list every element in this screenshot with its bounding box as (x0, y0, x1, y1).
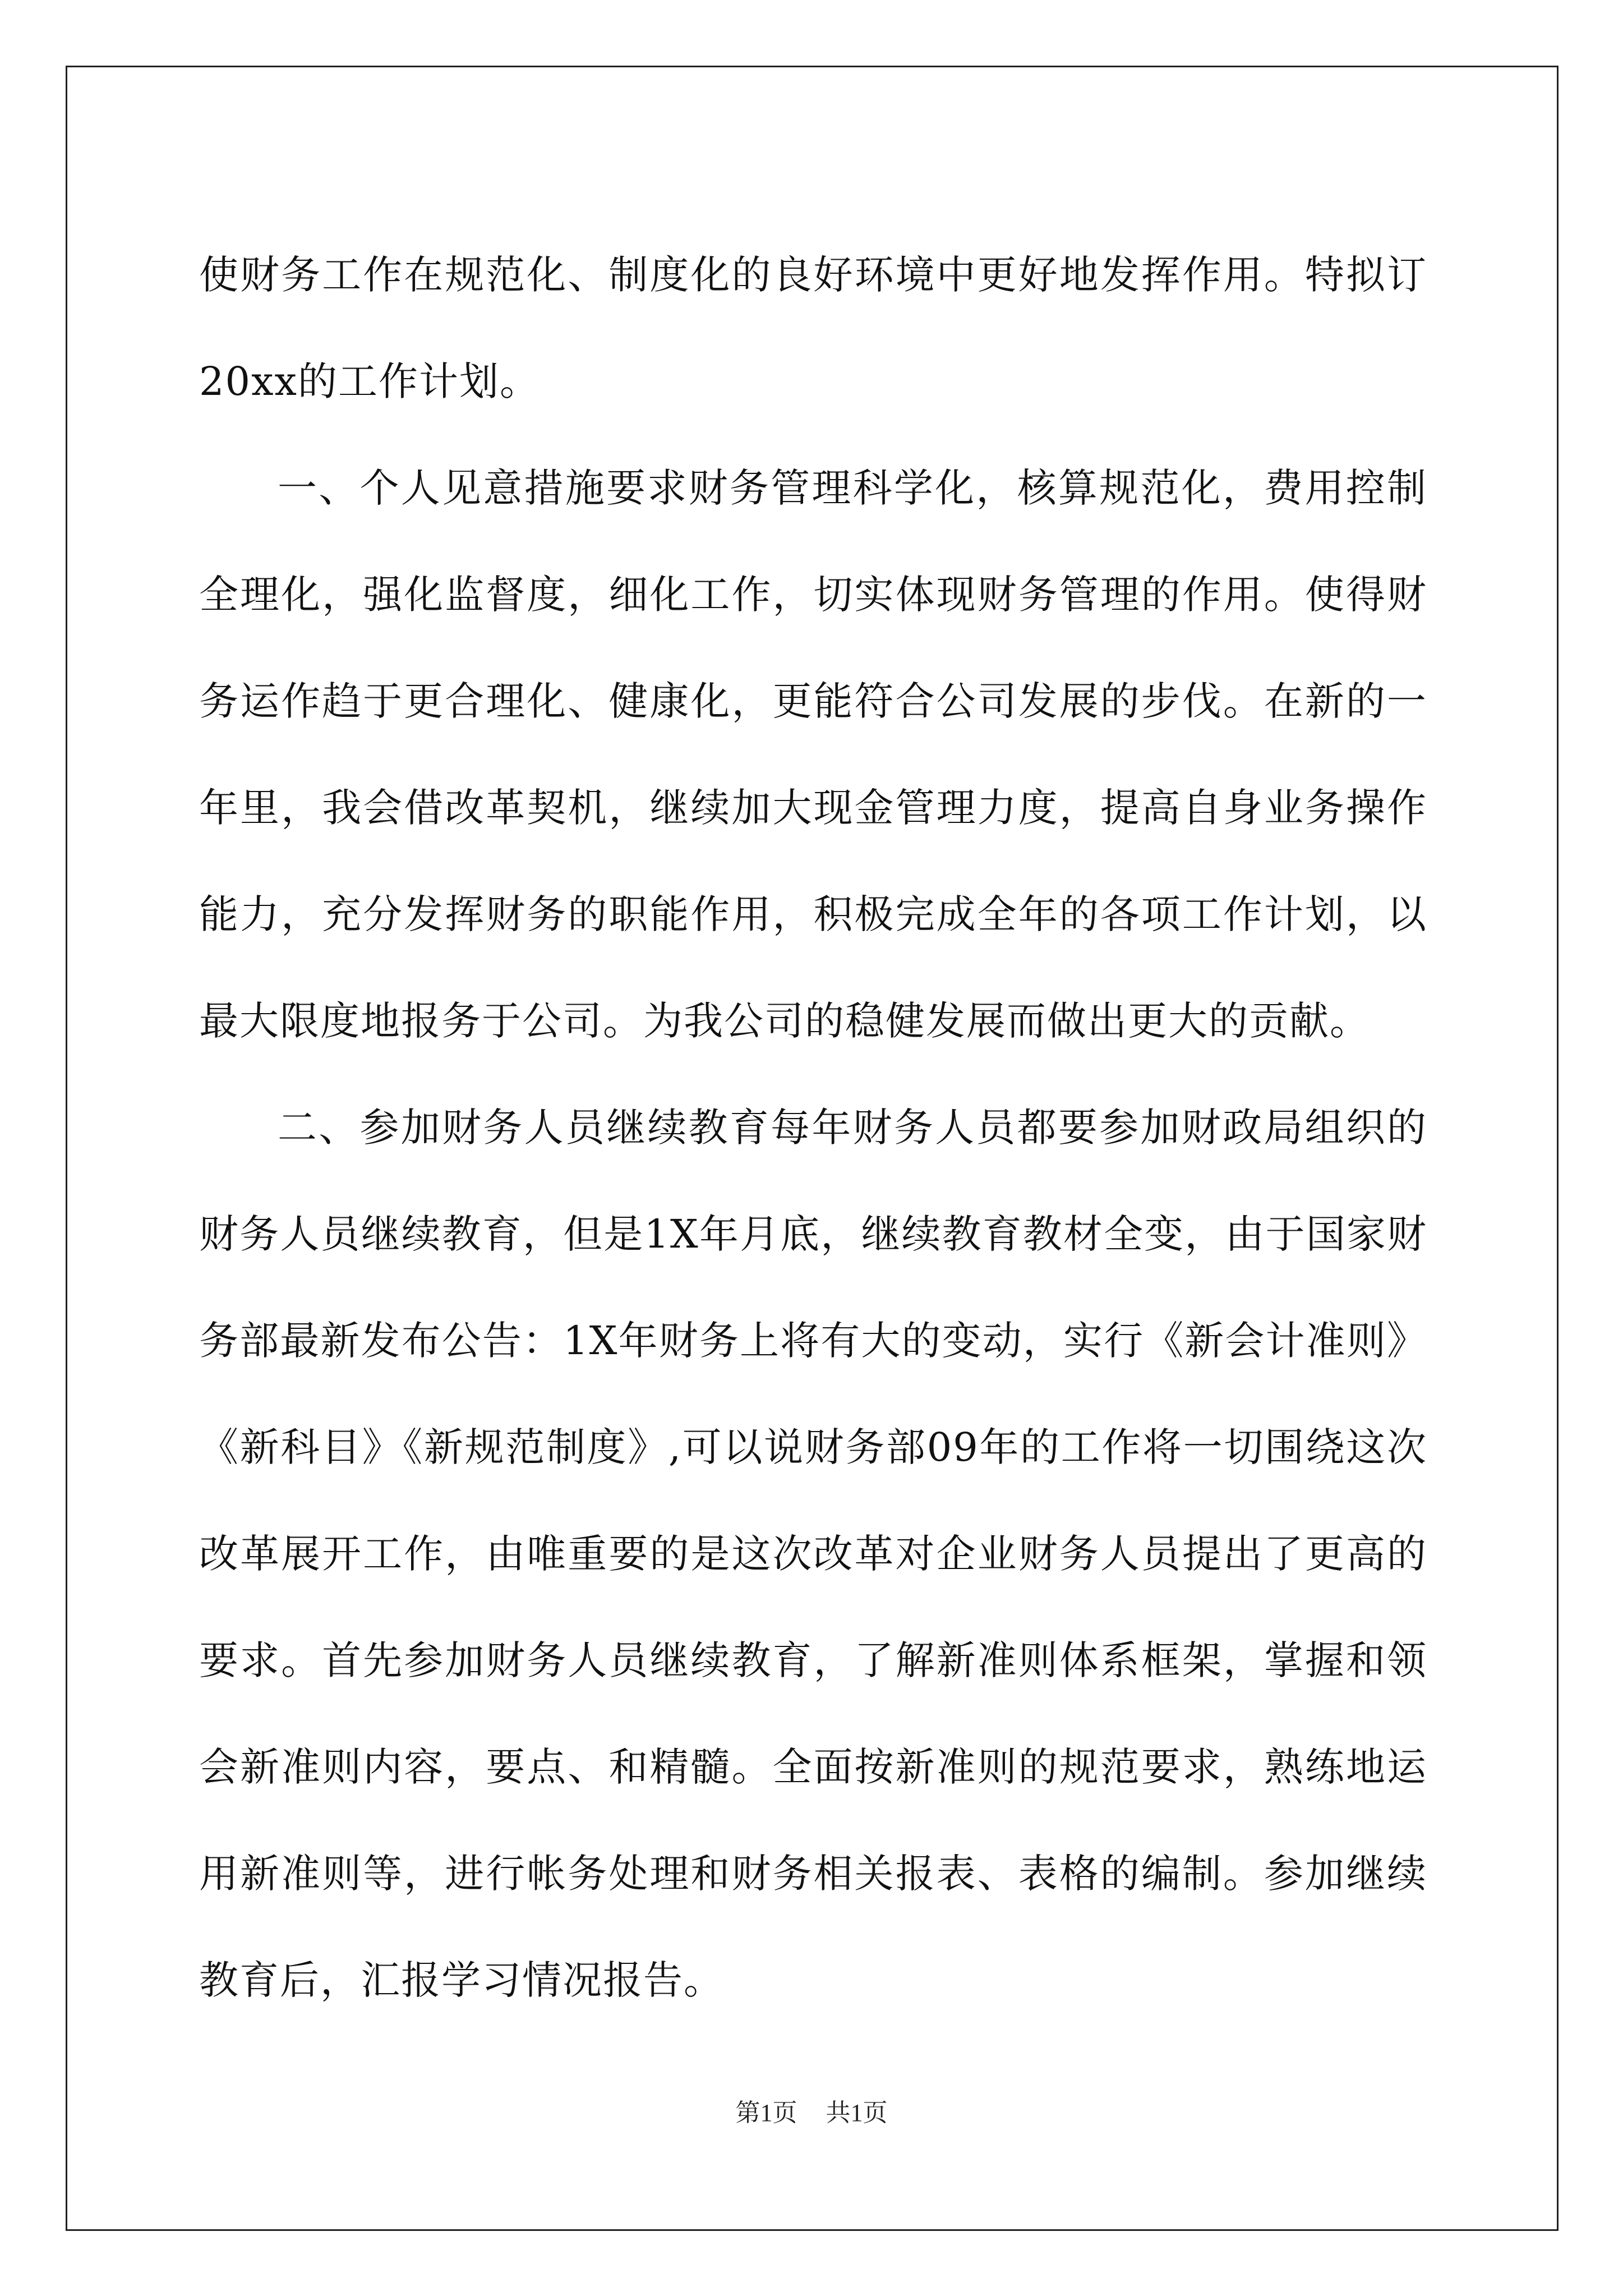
page-total: 共1页 (826, 2099, 888, 2127)
paragraph-section-one: 一、个人见意措施要求财务管理科学化，核算规范化，费用控制全理化，强化监督度，细化工作，切实体现财务管理的作用。使得财务运作趋于更合理化、健康化，更能符合公司发展的步伐。在新的一年里，我会借改革契机，继续加大现金管理力度，提高自身业务操作能力，充分发挥财务的职能作用，积极完成全年的各项工作计划，以最大限度地报务于公司。为我公司的稳健发展而做出更大的贡献。 (199, 465, 1427, 1044)
document-body (199, 222, 1427, 2033)
page-footer (0, 2092, 1623, 2128)
paragraph-section-two: 二、参加财务人员继续教育每年财务人员都要参加财政局组织的财务人员继续教育，但是1X年月底，继续教育教材全变，由于国家财务部最新发布公告：1X年财务上将有大的变动，实行《新会计准则》《新科目》《新规范制度》,可以说财务部09年的工作将一切围绕这次改革展开工作，由唯重要的是这次改革对企业财务人员提出了更高的要求。首先参加财务人员继续教育，了解新准则体系框架，掌握和领会新准则内容，要点、和精髓。全面按新准则的规范要求，熟练地运用新准则等，进行帐务处理和财务相关报表、表格的编制。参加继续教育后，汇报学习情况报告。 (199, 1105, 1427, 2003)
page-number: 第1页 (735, 2099, 797, 2127)
paragraph-intro: 使财务工作在规范化、制度化的良好环境中更好地发挥作用。特拟订20xx的工作计划。 (199, 252, 1427, 404)
